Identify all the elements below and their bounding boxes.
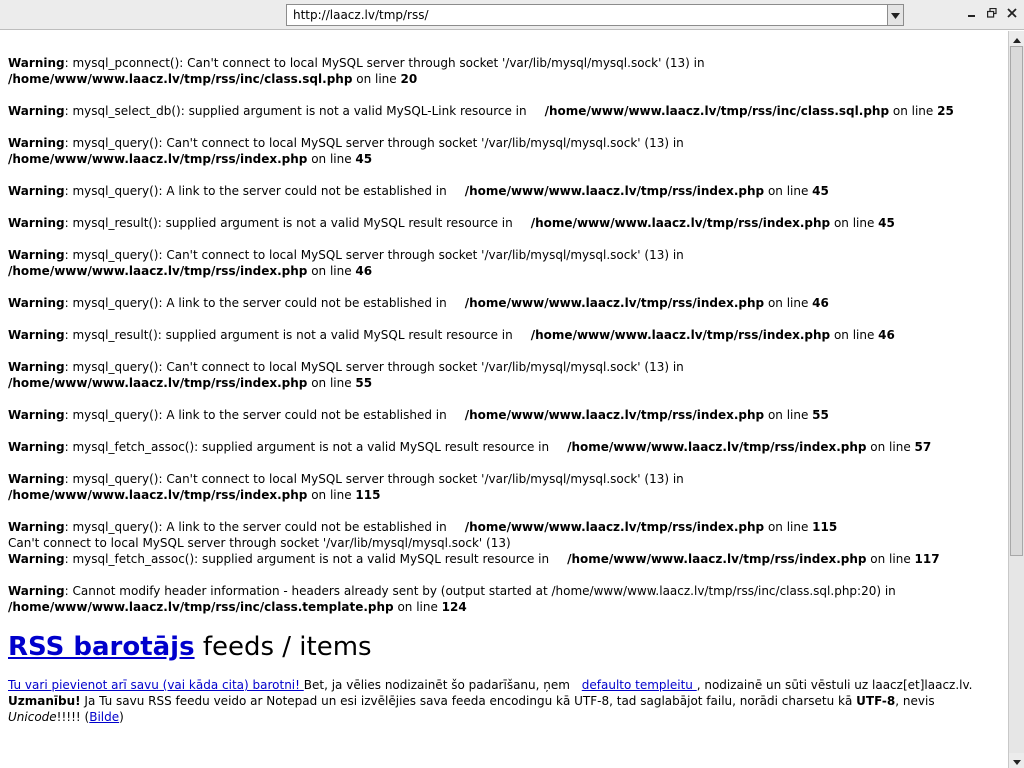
warning-online: on line: [307, 488, 356, 502]
warning-label: Warning: [8, 408, 65, 422]
browser-toolbar: [0, 0, 1024, 30]
warning-text: : mysql_query(): A link to the server could not be established in: [64, 184, 447, 198]
default-template-link[interactable]: defaulto templeitu: [581, 678, 697, 692]
warning-path: /home/www/www.laacz.lv/tmp/rss/index.php: [8, 264, 308, 278]
warning-message: [8, 55, 1000, 87]
warning-line: 46: [878, 328, 895, 342]
warning-message: [8, 359, 1000, 391]
warning-message: [8, 295, 1000, 311]
warning-online: on line: [830, 216, 879, 230]
vertical-scrollbar[interactable]: [1008, 31, 1024, 768]
warning-line: 117: [914, 552, 940, 566]
plain-error-message: Can't connect to local MySQL server through socket '/var/lib/mysql/mysql.sock' (13): [8, 536, 511, 550]
page-content: [0, 31, 1008, 768]
warning-online: on line: [889, 104, 938, 118]
warning-label: Warning: [8, 584, 65, 598]
warning-line: 57: [914, 440, 932, 454]
warning-message: [8, 551, 1000, 567]
warning-text: : mysql_query(): Can't connect to local MySQL server through socket '/var/lib/mysql/mysql.sock' (13) in: [64, 136, 684, 150]
url-input[interactable]: [286, 4, 888, 26]
warning-line: 55: [355, 376, 373, 390]
warning-label: Warning: [8, 472, 65, 486]
warning-online: on line: [307, 264, 356, 278]
warning-line: 45: [878, 216, 895, 230]
warning-line: 45: [355, 152, 373, 166]
warning-text: : Cannot modify header information - headers already sent by (output started at /home/www/www.laacz.lv/tmp/rss/inc/class.sql.php:20) in: [64, 584, 896, 598]
url-dropdown-button[interactable]: [888, 4, 904, 26]
warning-path: /home/www/www.laacz.lv/tmp/rss/index.php: [530, 216, 831, 230]
warning-line: 115: [355, 488, 381, 502]
warning-message: [8, 183, 1000, 199]
warning-message: [8, 215, 1000, 231]
warning-message: [8, 135, 1000, 167]
warning-path: /home/www/www.laacz.lv/tmp/rss/inc/class.template.php: [8, 600, 394, 614]
warning-message: [8, 519, 1000, 535]
warning-online: on line: [393, 600, 442, 614]
warning-line: 46: [355, 264, 373, 278]
warning-message: [8, 247, 1000, 279]
page-title-rest: feeds / items: [194, 632, 372, 662]
warning-text: : mysql_query(): A link to the server could not be established in: [64, 520, 447, 534]
warning-line: 45: [812, 184, 829, 198]
warning-label: Warning: [8, 360, 65, 374]
warning-list: [8, 55, 1000, 503]
chevron-down-icon: [891, 8, 900, 22]
warning-message: [8, 407, 1000, 423]
warning-online: on line: [307, 376, 356, 390]
warning-text: : mysql_pconnect(): Can't connect to local MySQL server through socket '/var/lib/mysql/mysql.sock' (13) in: [64, 56, 705, 70]
intro-paragraph: [8, 677, 1000, 725]
close-button[interactable]: [1004, 6, 1020, 22]
window-controls: [964, 6, 1020, 22]
warning-line: 115: [812, 520, 838, 534]
warning-online: on line: [830, 328, 879, 342]
page-title-link[interactable]: RSS barotājs: [8, 632, 195, 662]
warning-text: : mysql_query(): Can't connect to local MySQL server through socket '/var/lib/mysql/mysql.sock' (13) in: [64, 360, 684, 374]
warning-message: [8, 439, 1000, 455]
warning-path: /home/www/www.laacz.lv/tmp/rss/index.php: [8, 488, 308, 502]
intro-text: , nevis: [895, 694, 935, 708]
restore-button[interactable]: [984, 6, 1000, 22]
intro-text: Ja Tu savu RSS feedu veido ar Notepad un esi izvēlējies sava feeda encodingu kā UTF-8, tad saglabājot failu, norādi charsetu kā: [80, 694, 857, 708]
scroll-up-button[interactable]: [1009, 31, 1024, 46]
warning-path: /home/www/www.laacz.lv/tmp/rss/index.php: [8, 376, 308, 390]
arrow-up-icon: [1013, 32, 1021, 46]
warning-online: on line: [307, 152, 356, 166]
intro-italic: Unicode: [8, 710, 57, 724]
warning-path: /home/www/www.laacz.lv/tmp/rss/index.php: [464, 408, 765, 422]
warning-label: Warning: [8, 136, 65, 150]
warning-text: : mysql_select_db(): supplied argument is not a valid MySQL-Link resource in: [64, 104, 527, 118]
warning-label: Warning: [8, 552, 65, 566]
warning-label: Warning: [8, 520, 65, 534]
warning-path: /home/www/www.laacz.lv/tmp/rss/inc/class.sql.php: [544, 104, 890, 118]
warning-path: /home/www/www.laacz.lv/tmp/rss/inc/class.sql.php: [8, 72, 353, 86]
warning-path: /home/www/www.laacz.lv/tmp/rss/index.php: [567, 440, 867, 454]
scrollbar-track[interactable]: [1009, 46, 1024, 753]
warning-label: Warning: [8, 296, 65, 310]
warning-path: /home/www/www.laacz.lv/tmp/rss/index.php: [464, 184, 765, 198]
warning-path: /home/www/www.laacz.lv/tmp/rss/index.php: [530, 328, 831, 342]
warning-message: [8, 583, 1000, 615]
warning-line: 25: [937, 104, 954, 118]
warning-label: Warning: [8, 56, 65, 70]
warning-message: [8, 471, 1000, 503]
page-title: [8, 631, 1000, 663]
warning-path: /home/www/www.laacz.lv/tmp/rss/index.php: [464, 520, 765, 534]
close-icon: [1007, 7, 1017, 21]
warning-text: : mysql_query(): A link to the server could not be established in: [64, 408, 447, 422]
address-bar: [286, 4, 904, 26]
warning-line: 46: [812, 296, 829, 310]
intro-text: ): [119, 710, 124, 724]
warning-label: Warning: [8, 216, 65, 230]
warning-text: : mysql_query(): Can't connect to local MySQL server through socket '/var/lib/mysql/mysql.sock' (13) in: [64, 472, 684, 486]
warning-text: : mysql_fetch_assoc(): supplied argument is not a valid MySQL result resource in: [64, 440, 550, 454]
warning-label: Warning: [8, 248, 65, 262]
scrollbar-thumb[interactable]: [1010, 46, 1023, 556]
warning-path: /home/www/www.laacz.lv/tmp/rss/index.php: [8, 152, 308, 166]
warning-line: 55: [812, 408, 829, 422]
warning-online: on line: [866, 440, 915, 454]
warning-text: : mysql_result(): supplied argument is not a valid MySQL result resource in: [64, 328, 513, 342]
warning-online: on line: [764, 520, 813, 534]
warning-path: /home/www/www.laacz.lv/tmp/rss/index.php: [567, 552, 867, 566]
warning-online: on line: [866, 552, 915, 566]
warning-label: Warning: [8, 104, 65, 118]
warning-online: on line: [764, 296, 813, 310]
warning-label: Warning: [8, 184, 65, 198]
minimize-button[interactable]: [964, 6, 980, 22]
warning-text: : mysql_query(): Can't connect to local MySQL server through socket '/var/lib/mysql/mysql.sock' (13) in: [64, 248, 684, 262]
scroll-down-button[interactable]: [1009, 753, 1024, 768]
warning-text: : mysql_result(): supplied argument is not a valid MySQL result resource in: [64, 216, 513, 230]
warning-message: [8, 327, 1000, 343]
warning-label: Warning: [8, 440, 65, 454]
warning-text: : mysql_fetch_assoc(): supplied argument is not a valid MySQL result resource in: [64, 552, 550, 566]
intro-bold: UTF-8: [856, 694, 896, 708]
warning-path: /home/www/www.laacz.lv/tmp/rss/index.php: [464, 296, 765, 310]
add-feed-link[interactable]: Tu vari pievienot arī savu (vai kāda cita) barotni!: [8, 678, 304, 692]
warning-label: Warning: [8, 328, 65, 342]
minimize-icon: [967, 7, 977, 21]
warning-line: 20: [400, 72, 418, 86]
warning-online: on line: [764, 184, 813, 198]
intro-text: !!!!! (: [56, 710, 90, 724]
warning-text: : mysql_query(): A link to the server could not be established in: [64, 296, 447, 310]
warning-message: [8, 103, 1000, 119]
warning-online: on line: [764, 408, 813, 422]
intro-text: , nodizainē un sūti vēstuli uz laacz[et]laacz.lv.: [696, 678, 973, 692]
arrow-down-icon: [1013, 754, 1021, 768]
picture-link[interactable]: Bilde: [89, 710, 120, 724]
intro-bold: Uzmanību!: [8, 694, 81, 708]
intro-text: Bet, ja vēlies nodizainēt šo padarīšanu, ņem: [303, 678, 574, 692]
warning-line: 124: [441, 600, 467, 614]
warning-online: on line: [352, 72, 401, 86]
restore-icon: [987, 7, 997, 21]
